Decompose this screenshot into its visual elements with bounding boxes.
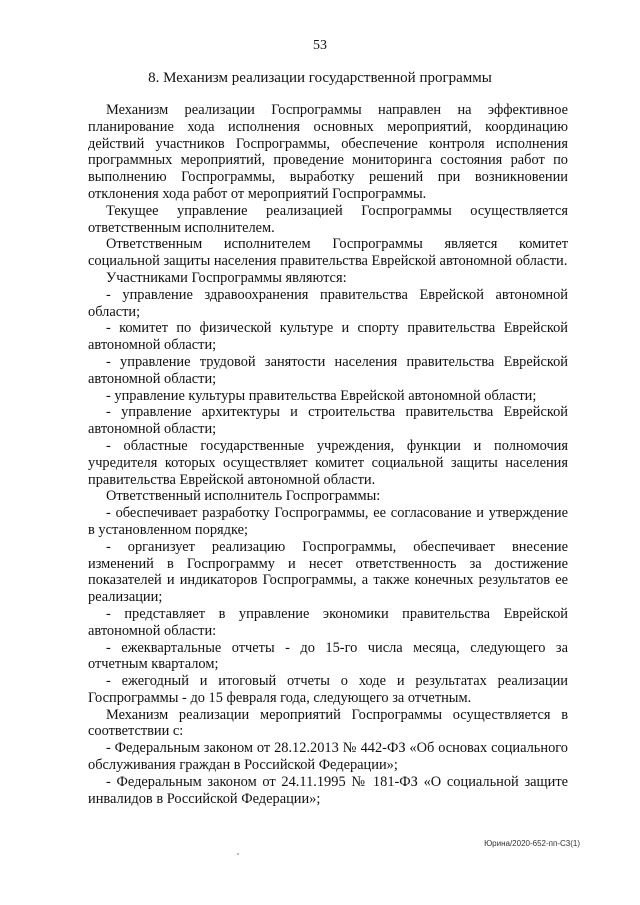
paragraph-responsible-executor: Ответственным исполнителем Госпрограммы является комитет социальной защиты населения правительства Еврейской автономной области.	[88, 236, 568, 270]
page-number: 53	[313, 38, 327, 53]
list-item-participant: - управление трудовой занятости населения правительства Еврейской автономной области;	[88, 353, 568, 387]
body-text	[88, 102, 568, 807]
list-item-report: - ежеквартальные отчеты - до 15-го числа месяца, следующего за отчетным кварталом;	[88, 639, 568, 673]
list-item-law: - Федеральным законом от 24.11.1995 № 181-ФЗ «О социальной защите инвалидов в Российской Федерации»;	[88, 773, 568, 807]
footer-document-code: Юрина/2020-652-пп-С3(1)	[484, 839, 580, 848]
paragraph-mechanism-intro: Механизм реализации Госпрограммы направлен на эффективное планирование хода исполнения основных мероприятий, координацию действий участников Госпрограммы, обеспечение контроля исполнения программных мероприятий, проведение мониторинга состояния работ по выполнению Госпрограммы, выработку решений при возникновении отклонения хода работ от мероприятий Госпрограммы.	[88, 102, 568, 202]
paragraph-executor-duties-intro: Ответственный исполнитель Госпрограммы:	[106, 488, 381, 505]
list-item-participant: - областные государственные учреждения, функции и полномочия учредителя которых осуществляет комитет социальной защиты населения правительства Еврейской автономной области.	[88, 437, 568, 488]
list-item-duty: - организует реализацию Госпрограммы, обеспечивает внесение изменений в Госпрограмму и несет ответственность за достижение показателей и индикаторов Госпрограммы, а также конечных результатов ее реализации;	[88, 538, 568, 606]
scan-artifact	[237, 853, 239, 855]
list-item-participant: - комитет по физической культуре и спорту правительства Еврейской автономной области;	[88, 320, 568, 354]
list-item-participant: - управление архитектуры и строительства правительства Еврейской автономной области;	[88, 404, 568, 438]
list-item-participant: - управление здравоохранения правительства Еврейской автономной области;	[88, 286, 568, 320]
paragraph-participants-intro: Участниками Госпрограммы являются:	[106, 269, 347, 286]
paragraph-current-management: Текущее управление реализацией Госпрограммы осуществляется ответственным исполнителем.	[88, 202, 568, 236]
list-item-duty: - обеспечивает разработку Госпрограммы, ее согласование и утверждение в установленном порядке;	[88, 505, 568, 538]
list-item-duty: - представляет в управление экономики правительства Еврейской автономной области:	[88, 605, 568, 639]
section-heading: 8. Механизм реализации государственной программы	[148, 70, 492, 86]
list-item-report: - ежегодный и итоговый отчеты о ходе и результатах реализации Госпрограммы - до 15 февраля года, следующего за отчетным.	[88, 673, 568, 706]
list-item-law: - Федеральным законом от 28.12.2013 № 442-ФЗ «Об основах социального обслуживания граждан в Российской Федерации»;	[88, 740, 568, 774]
paragraph-legal-basis-intro: Механизм реализации мероприятий Госпрограммы осуществляется в соответствии с:	[88, 706, 568, 740]
list-item-participant: - управление культуры правительства Еврейской автономной области;	[106, 387, 537, 404]
